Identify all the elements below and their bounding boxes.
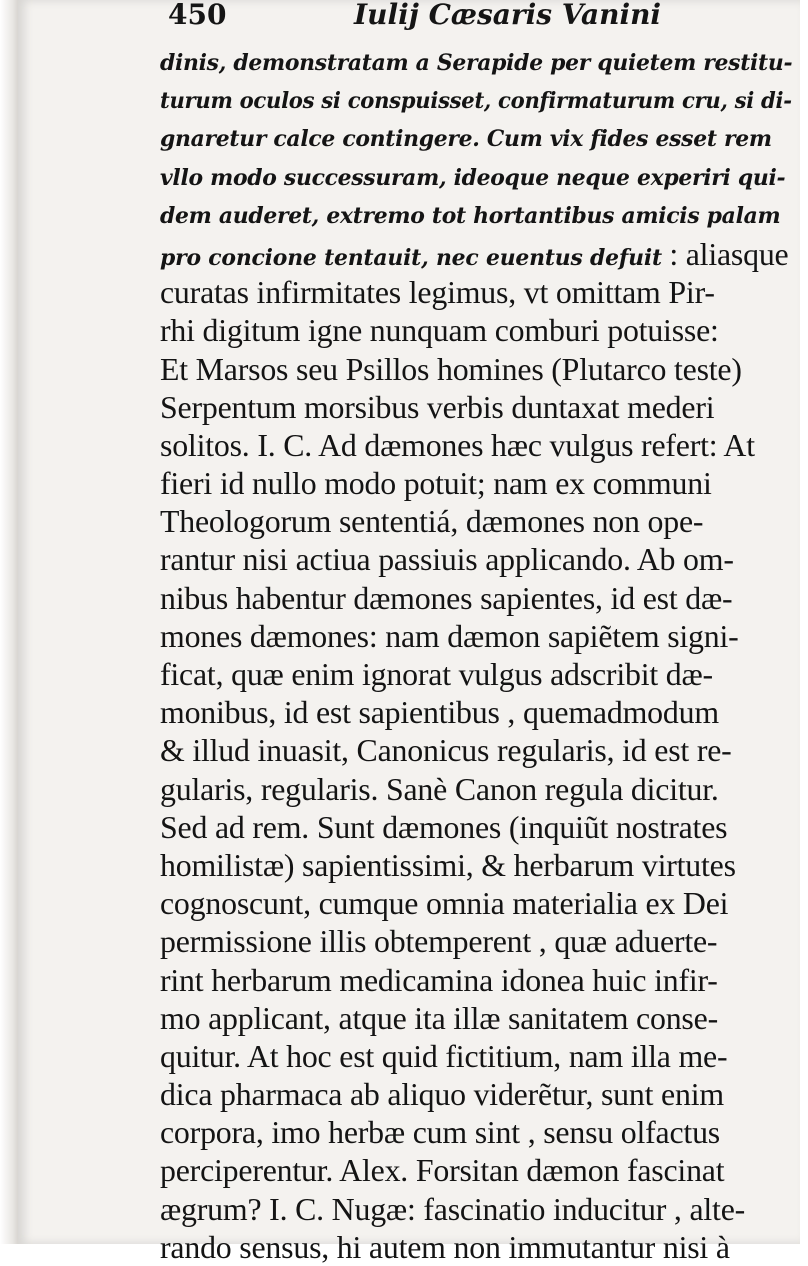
- text-line: mo applicant, atque ita illæ sanitatem conse-: [160, 999, 718, 1036]
- body-text: [160, 44, 795, 1266]
- text-line: dica pharmaca ab aliquo viderẽtur, sunt enim: [160, 1076, 724, 1113]
- text-line: solitos. I. C. Ad dæmones hæc vulgus refert: At: [160, 426, 755, 463]
- roman-segment: : aliasque: [669, 235, 789, 272]
- text-line: Serpentum morsibus verbis duntaxat mederi: [160, 388, 715, 425]
- running-head: [168, 0, 808, 34]
- running-head-title: Iulij Cæsaris Vanini: [354, 0, 662, 31]
- text-line: rando sensus, hi autem non immutantur nisi à: [160, 1228, 730, 1265]
- text-line: homilistæ) sapientissimi, & herbarum virtutes: [160, 846, 736, 883]
- text-line: Sed ad rem. Sunt dæmones (inquiũt nostrates: [160, 808, 728, 845]
- page-gutter: [0, 0, 18, 1244]
- text-line: gularis, regularis. Sanè Canon regula dicitur.: [160, 770, 719, 807]
- text-line: [160, 235, 792, 273]
- text-line: curatas infirmitates legimus, vt omittam Pir-: [160, 274, 715, 311]
- text-line: ægrum? I. C. Nugæ: fascinatio inducitur , alte-: [160, 1190, 746, 1227]
- text-line: nibus habentur dæmones sapientes, id est dæ-: [160, 579, 733, 616]
- text-line: dem auderet, extremo tot hortantibus amicis palam: [160, 202, 781, 229]
- text-line: Et Marsos seu Psillos homines (Plutarco teste): [160, 350, 742, 387]
- italic-segment: pro concione tentauit, nec euentus defuit: [160, 244, 670, 271]
- text-line: rhi digitum igne nunquam comburi potuisse:: [160, 312, 719, 349]
- text-line: turum oculos si conspuisset, confirmaturum cru, si di-: [160, 88, 792, 115]
- text-line: & illud inuasit, Canonicus regularis, id est re-: [160, 732, 732, 769]
- text-line: corpora, imo herbæ cum sint , sensu olfactus: [160, 1114, 720, 1151]
- text-line: cognoscunt, cumque omnia materialia ex Dei: [160, 885, 729, 922]
- text-line: rantur nisi actiua passiuis applicando. Ab om-: [160, 541, 734, 578]
- page-number: 450: [168, 0, 227, 31]
- text-line: permissione illis obtemperent , quæ aduerte-: [160, 923, 718, 960]
- text-line: gnaretur calce contingere. Cum vix fides esset rem: [160, 126, 772, 153]
- text-line: quitur. At hoc est quid fictitium, nam illa me-: [160, 1037, 728, 1074]
- text-line: perciperentur. Alex. Forsitan dæmon fascinat: [160, 1152, 725, 1189]
- text-line: vllo modo successuram, ideoque neque experiri qui-: [160, 164, 786, 191]
- text-line: ficat, quæ enim ignorat vulgus adscribit dæ-: [160, 656, 713, 692]
- text-line: dinis, demonstratam a Serapide per quietem restitu-: [160, 50, 793, 76]
- text-line: fieri id nullo modo potuit; nam ex communi: [160, 465, 712, 502]
- text-line: rint herbarum medicamina idonea huic infir-: [160, 961, 718, 998]
- text-line: mones dæmones: nam dæmon sapiẽtem signi-: [160, 617, 739, 654]
- text-line: Theologorum sententiá, dæmones non ope-: [160, 503, 704, 540]
- text-line: monibus, id est sapientibus , quemadmodum: [160, 694, 719, 731]
